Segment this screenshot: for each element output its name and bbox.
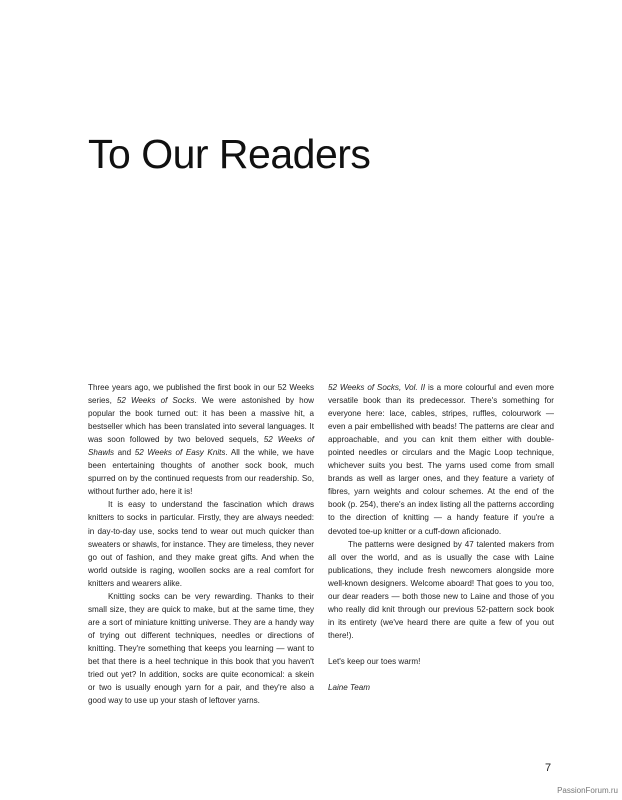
book-title-italic: 52 Weeks of Socks [116,396,195,406]
rewarding-paragraph: Knitting socks can be very rewarding. Thanks to their small size, they are quick to make, but at the same time, they are a sort of miniature knitting universe. They are a handy way of trying out different techniques, needles or directions of knitting. They're something that keeps you learning — want to bet that there is a heel technique in this book that you haven't tried out yet? In addition, socks are quite economical: a skein or two is usually enough yarn for a pair, and they're also a good way to use up your stash of leftover yarns. [88,591,314,706]
designers-paragraph: The patterns were designed by 47 talented makers from all over the world, and as is usually the case with Laine publications, they include fresh newcomers alongside more well-known designers. Welcome aboard! That goes to you too, our dear readers — both those new to Laine and those of you who really did knit through our previous 52-pattern sock book in its entirety (we've heard there are quite a few of you out there!). [328,539,554,640]
text-run: is a more colourful and even more versatile book than its predecessor. There's something for everyone here: lace, cables, stripes, ruffles, colourwork — even a pair embellished with beads! The patterns are clear and approachable, and you can knit them either with double-pointed needles or circulars and the Magic Loop technique, whichever suits you best. The yarns used come from small brands as well as larger ones, and they feature a variety of fibres, yarn weights and colour schemes. At the end of the book (p. 254), there's an index listing all the patterns according to the direction of knitting — a handy feature if you're a devoted toe-up knitter or a cuff-down aficionado. [328,383,554,536]
intro-paragraph [88,381,314,498]
fascination-paragraph: It is easy to understand the fascination which draws knitters to socks in particular. Firstly, they are always needed: in day-to-day use, socks tend to wear out much quicker than sweaters or shawls, for instance. They are timeless, they never go out of fashion, and they make great gifts. And when the world outside is raging, woollen socks are a real comfort for knitters and wearers alike. [88,500,314,588]
page-number: 7 [545,762,552,774]
book-title-italic: 52 Weeks of Socks, Vol. II [328,383,426,392]
text-run: Three years ago, we published the first book in our 52 Weeks series, [88,383,314,406]
text-run: . We were astonished by how popular the book turned out: it has been a massive hit, a bestseller which has been translated into several languages. It was soon followed by two beloved sequels, [88,396,314,445]
book-title-italic: 52 Weeks of Easy Knits [134,448,226,458]
page-title: To Our Readers [88,131,371,178]
right-text-column [328,381,554,694]
text-run: and [114,448,135,458]
left-text-column [88,381,314,707]
book-title-italic: 52 Weeks of Shawls [88,435,314,458]
volume-paragraph [328,381,554,538]
signature: Laine Team [328,682,370,692]
watermark: PassionForum.ru [557,786,618,795]
text-run: . All the while, we have been entertaining thoughts of another sock book, much spurred on by the continued requests from our readership. So, without further ado, here it is! [88,448,314,497]
closing-line: Let's keep our toes warm! [328,656,421,666]
